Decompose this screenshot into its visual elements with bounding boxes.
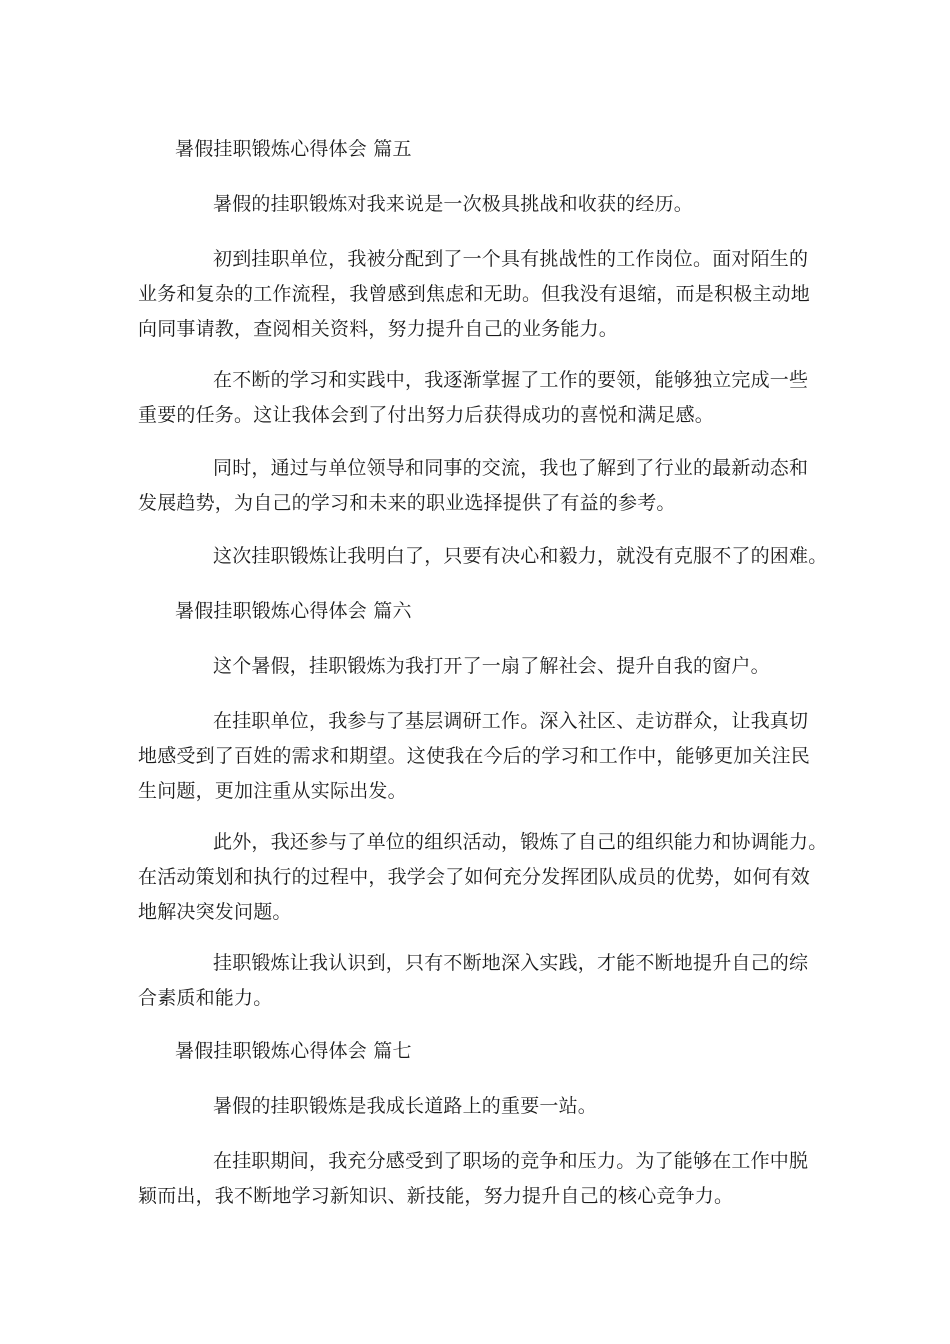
paragraph-line: 这次挂职锻炼让我明白了，只要有决心和毅力，就没有克服不了的困难。 xyxy=(213,545,828,567)
paragraph-line: 业务和复杂的工作流程，我曾感到焦虑和无助。但我没有退缩，而是积极主动地 xyxy=(138,283,811,305)
paragraph-line: 此外，我还参与了单位的组织活动，锻炼了自己的组织能力和协调能力。 xyxy=(213,831,828,853)
paragraph xyxy=(138,1089,818,1124)
paragraph-line: 在活动策划和执行的过程中，我学会了如何充分发挥团队成员的优势，如何有效 xyxy=(138,866,811,888)
heading-text: 暑假挂职锻炼心得体会 篇七 xyxy=(175,1040,412,1062)
paragraph-line: 在挂职期间，我充分感受到了职场的竞争和压力。为了能够在工作中脱 xyxy=(213,1150,809,1172)
paragraph-line: 暑假的挂职锻炼是我成长道路上的重要一站。 xyxy=(213,1095,598,1117)
paragraph-line: 向同事请教，查阅相关资料，努力提升自己的业务能力。 xyxy=(138,318,619,340)
paragraph-line: 在挂职单位，我参与了基层调研工作。深入社区、走访群众，让我真切 xyxy=(213,710,809,732)
paragraph xyxy=(138,187,818,222)
paragraph-line: 暑假的挂职锻炼对我来说是一次极具挑战和收获的经历。 xyxy=(213,193,694,215)
paragraph-line: 挂职锻炼让我认识到，只有不断地深入实践，才能不断地提升自己的综 xyxy=(213,952,809,974)
paragraph xyxy=(138,649,818,684)
section-heading xyxy=(138,1034,818,1069)
section-heading xyxy=(138,594,818,629)
paragraph xyxy=(138,946,818,1016)
paragraph xyxy=(138,1144,818,1214)
section-heading xyxy=(138,132,818,167)
heading-text: 暑假挂职锻炼心得体会 篇六 xyxy=(175,600,412,622)
paragraph-line: 同时，通过与单位领导和同事的交流，我也了解到了行业的最新动态和 xyxy=(213,457,809,479)
paragraph xyxy=(138,451,818,521)
paragraph-line: 这个暑假，挂职锻炼为我打开了一扇了解社会、提升自我的窗户。 xyxy=(213,655,770,677)
paragraph-line: 生问题，更加注重从实际出发。 xyxy=(138,780,407,802)
paragraph-line: 发展趋势，为自己的学习和未来的职业选择提供了有益的参考。 xyxy=(138,492,676,514)
paragraph-line: 在不断的学习和实践中，我逐渐掌握了工作的要领，能够独立完成一些 xyxy=(213,369,809,391)
paragraph-line: 初到挂职单位，我被分配到了一个具有挑战性的工作岗位。面对陌生的 xyxy=(213,248,809,270)
paragraph-line: 重要的任务。这让我体会到了付出努力后获得成功的喜悦和满足感。 xyxy=(138,404,715,426)
paragraph-line: 颖而出，我不断地学习新知识、新技能，努力提升自己的核心竞争力。 xyxy=(138,1185,734,1207)
paragraph xyxy=(138,539,828,574)
paragraph xyxy=(138,363,818,433)
paragraph-line: 合素质和能力。 xyxy=(138,987,273,1009)
paragraph-line: 地感受到了百姓的需求和期望。这使我在今后的学习和工作中，能够更加关注民 xyxy=(138,745,811,767)
paragraph xyxy=(138,825,828,930)
paragraph xyxy=(138,704,818,809)
paragraph-line: 地解决突发问题。 xyxy=(138,901,292,923)
paragraph xyxy=(138,242,818,347)
heading-text: 暑假挂职锻炼心得体会 篇五 xyxy=(175,138,412,160)
